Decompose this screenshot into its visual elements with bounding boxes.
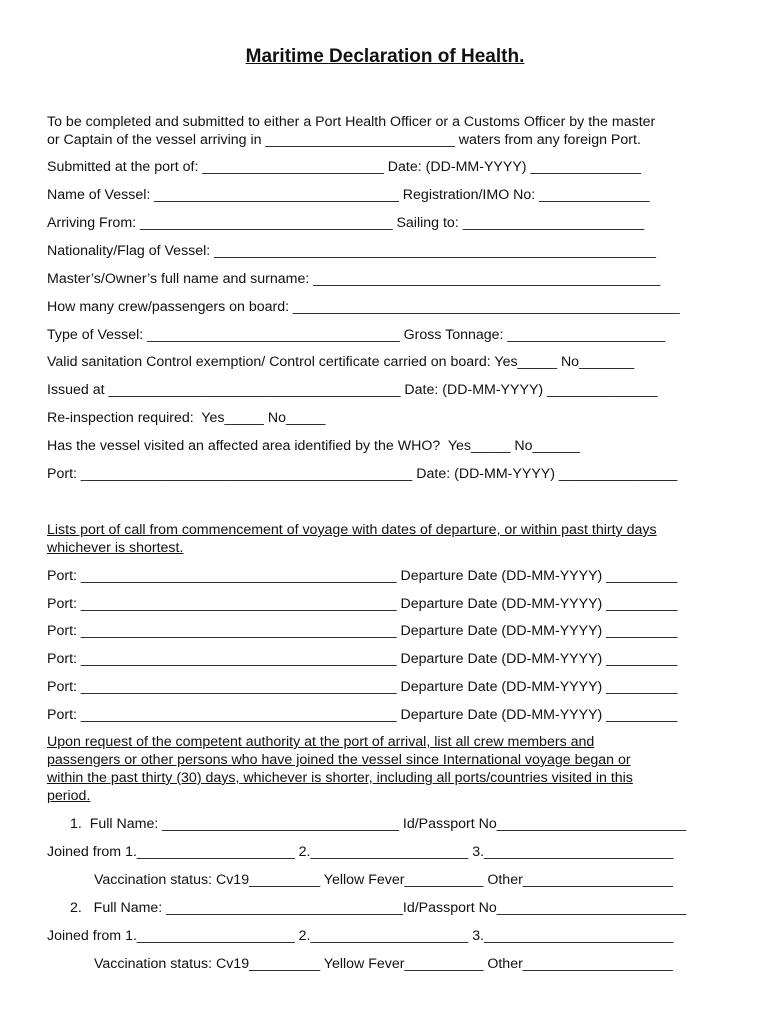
field-issued-at[interactable]: Issued at _____________________________________ Date: (DD-MM-YYYY) ______________ [47,382,658,398]
field-affected-area[interactable]: Has the vessel visited an affected area identified by the WHO? Yes_____ No______ [47,438,580,454]
crew-1-vaccination[interactable]: Vaccination status: Cv19_________ Yellow Fever__________ Other___________________ [94,872,673,888]
field-vessel-name[interactable]: Name of Vessel: _______________________________ Registration/IMO No: ______________ [47,187,650,203]
field-port[interactable]: Port: __________________________________________ Date: (DD-MM-YYYY) _______________ [47,466,678,482]
intro-line-1: To be completed and submitted to either a Port Health Officer or a Customs Officer by the master [47,114,656,130]
field-vessel-type[interactable]: Type of Vessel: ________________________________ Gross Tonnage: ____________________ [47,327,666,343]
port-call-line[interactable]: Port: ________________________________________ Departure Date (DD-MM-YYYY) _________ [47,679,678,695]
field-submitted-port[interactable]: Submitted at the port of: _______________________ Date: (DD-MM-YYYY) ______________ [47,159,641,175]
crew-heading-line-4: period. [47,788,91,804]
crew-2-full-name[interactable]: 2. Full Name: ______________________________Id/Passport No________________________ [70,900,687,916]
ports-heading-line-2: whichever is shortest. [47,540,184,556]
crew-2-vaccination[interactable]: Vaccination status: Cv19_________ Yellow Fever__________ Other___________________ [94,956,673,972]
crew-1-full-name[interactable]: 1. Full Name: ______________________________ Id/Passport No________________________ [70,816,687,832]
intro-line-2: or Captain of the vessel arriving in ________________________ waters from any foreign Port. [47,132,641,148]
port-call-line[interactable]: Port: ________________________________________ Departure Date (DD-MM-YYYY) _________ [47,707,678,723]
field-master-name[interactable]: Master’s/Owner’s full name and surname: ____________________________________________ [47,271,661,287]
crew-2-joined-from[interactable]: Joined from 1.____________________ 2.____________________ 3.________________________ [47,928,674,944]
crew-heading-line-1: Upon request of the competent authority at the port of arrival, list all crew members and [47,734,595,750]
port-call-line[interactable]: Port: ________________________________________ Departure Date (DD-MM-YYYY) _________ [47,568,678,584]
ports-heading-line-1: Lists port of call from commencement of voyage with dates of departure, or within past thirty days [47,522,657,538]
crew-1-joined-from[interactable]: Joined from 1.____________________ 2.____________________ 3.________________________ [47,844,674,860]
field-sanitation-cert[interactable]: Valid sanitation Control exemption/ Control certificate carried on board: Yes_____ No_______ [47,354,635,370]
port-call-line[interactable]: Port: ________________________________________ Departure Date (DD-MM-YYYY) _________ [47,596,678,612]
field-reinspection[interactable]: Re-inspection required: Yes_____ No_____ [47,410,326,426]
crew-heading-line-2: passengers or other persons who have joined the vessel since International voyage began or [47,752,631,768]
field-crew-count[interactable]: How many crew/passengers on board: _________________________________________________ [47,299,680,315]
field-arriving-from[interactable]: Arriving From: ________________________________ Sailing to: _______________________ [47,215,645,231]
form-title: Maritime Declaration of Health. [245,46,525,67]
field-nationality[interactable]: Nationality/Flag of Vessel: ________________________________________________________ [47,243,657,259]
crew-heading-line-3: within the past thirty (30) days, whichever is shorter, including all ports/countries visited in this [47,770,633,786]
port-call-line[interactable]: Port: ________________________________________ Departure Date (DD-MM-YYYY) _________ [47,651,678,667]
port-call-line[interactable]: Port: ________________________________________ Departure Date (DD-MM-YYYY) _________ [47,623,678,639]
